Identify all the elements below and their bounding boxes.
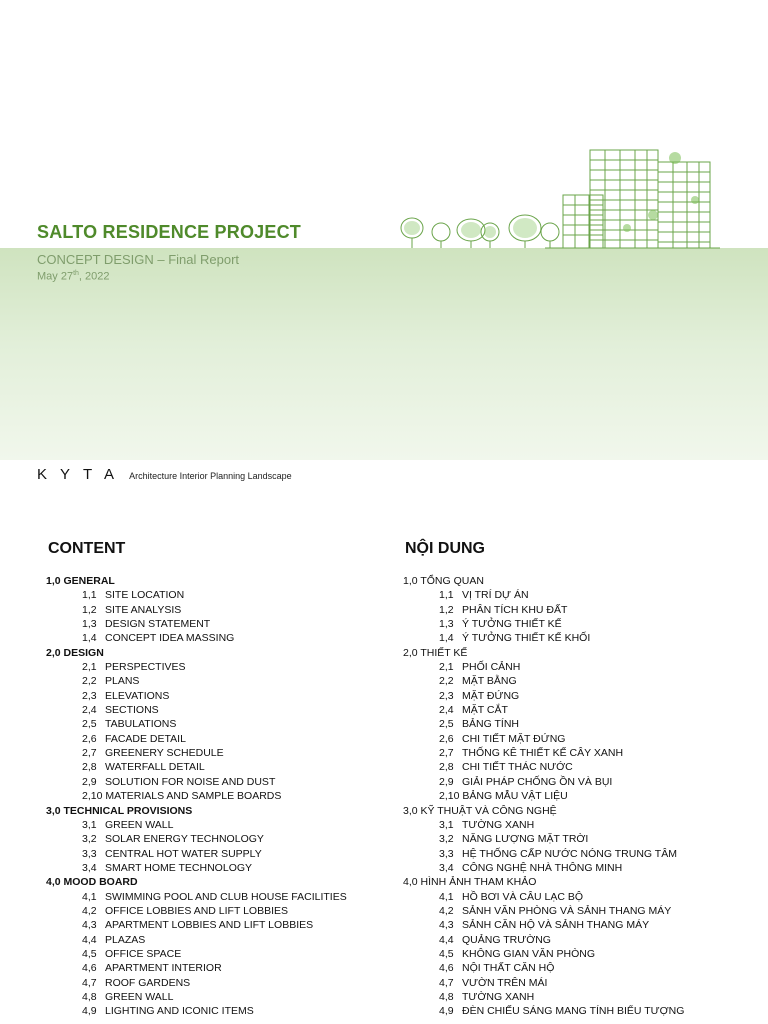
toc-item-number: 1,1: [439, 589, 454, 602]
toc-item-text: 4,0 HÌNH ẢNH THAM KHẢO: [403, 876, 537, 889]
toc-item-text: OFFICE SPACE: [105, 947, 182, 960]
toc-item-text: Ý TƯỞNG THIẾT KẾ: [462, 618, 562, 631]
toc-item-number: 4,5: [82, 947, 97, 960]
toc-item-number: 3,4: [82, 861, 97, 874]
toc-item-number: 3,4: [439, 861, 454, 874]
toc-item: [48, 746, 347, 760]
toc-item-number: 2,2: [82, 675, 97, 688]
toc-item: [48, 904, 347, 918]
toc-item-text: ELEVATIONS: [105, 689, 170, 702]
toc-item-number: 1,1: [82, 589, 97, 602]
toc-item-number: 4,1: [439, 890, 454, 903]
toc-item-number: 4,5: [439, 947, 454, 960]
toc-item: [48, 674, 347, 688]
project-title: SALTO RESIDENCE PROJECT: [37, 222, 301, 242]
toc-item-text: TABULATIONS: [105, 718, 177, 731]
toc-item-number: 4,2: [439, 904, 454, 917]
toc-item-text: SOLUTION FOR NOISE AND DUST: [105, 775, 276, 788]
toc-list-english: [48, 574, 347, 1019]
toc-item-number: 2,1: [82, 661, 97, 674]
toc-item: [405, 588, 684, 602]
toc-item-text: SẢNH CĂN HỘ VÀ SẢNH THANG MÁY: [462, 919, 650, 932]
toc-item: [48, 631, 347, 645]
toc-item: [405, 732, 684, 746]
toc-item: [48, 789, 347, 803]
toc-item: [405, 789, 684, 803]
toc-item-number: 1,2: [439, 603, 454, 616]
toc-item-text: PERSPECTIVES: [105, 661, 186, 674]
toc-item-number: 4,7: [439, 976, 454, 989]
toc-item-text: VỊ TRÍ DỰ ÁN: [462, 589, 529, 602]
cover-gradient-band: [0, 248, 768, 460]
toc-item: [48, 976, 347, 990]
toc-item-text: SITE LOCATION: [105, 589, 185, 602]
toc-item-text: 2,0 DESIGN: [46, 646, 104, 659]
toc-item: [405, 631, 684, 645]
toc-item: [405, 947, 684, 961]
toc-list-vietnamese: [405, 574, 684, 1019]
toc-item-text: MẶT CẮT: [462, 704, 508, 717]
toc-item-number: 2,3: [439, 689, 454, 702]
toc-item-number: 2,8: [82, 761, 97, 774]
toc-section: [403, 875, 684, 889]
toc-item-number: 3,3: [439, 847, 454, 860]
toc-item-text: KHÔNG GIAN VĂN PHÒNG: [462, 947, 596, 960]
toc-item: [405, 717, 684, 731]
toc-item-number: 4,1: [82, 890, 97, 903]
toc-item-number: 4,7: [82, 976, 97, 989]
toc-item-text: 3,0 KỸ THUẬT VÀ CÔNG NGHỆ: [403, 804, 557, 817]
toc-item-number: 2,4: [82, 704, 97, 717]
toc-item-number: 2,4: [439, 704, 454, 717]
toc-item: [48, 961, 347, 975]
toc-item: [48, 947, 347, 961]
toc-item-text: OFFICE LOBBIES AND LIFT LOBBIES: [105, 904, 289, 917]
toc-item-text: MẶT BẰNG: [462, 675, 517, 688]
toc-item-number: 4,6: [82, 962, 97, 975]
toc-item: [48, 760, 347, 774]
toc-item-text: QUẢNG TRƯỜNG: [462, 933, 551, 946]
toc-item-text: SMART HOME TECHNOLOGY: [105, 861, 253, 874]
toc-item-text: APARTMENT INTERIOR: [105, 962, 222, 975]
toc-item-number: 3,2: [439, 833, 454, 846]
toc-item-number: 1,3: [82, 618, 97, 631]
toc-item: [48, 890, 347, 904]
toc-item-text: 2,10 BẢNG MẪU VẬT LIỆU: [439, 790, 568, 803]
toc-item: [405, 933, 684, 947]
report-subtitle: CONCEPT DESIGN – Final Report: [37, 252, 240, 267]
toc-item-text: DESIGN STATEMENT: [105, 618, 211, 631]
toc-item: [48, 918, 347, 932]
toc-item-text: GREENERY SCHEDULE: [105, 747, 224, 760]
toc-item-text: SITE ANALYSIS: [105, 603, 182, 616]
toc-item: [405, 918, 684, 932]
toc-item-text: ROOF GARDENS: [105, 976, 191, 989]
toc-item: [405, 1004, 684, 1018]
toc-item: [405, 961, 684, 975]
toc-item: [405, 832, 684, 846]
noi-dung-heading: NỘI DUNG: [405, 540, 485, 557]
toc-item: [405, 847, 684, 861]
toc-item-number: 4,2: [82, 904, 97, 917]
toc-item-text: 1,0 GENERAL: [46, 575, 115, 587]
content-column-english: [48, 540, 347, 1019]
toc-item-text: SECTIONS: [105, 704, 159, 717]
toc-item-number: 1,3: [439, 618, 454, 631]
toc-item-text: 2,10 MATERIALS AND SAMPLE BOARDS: [82, 790, 282, 803]
toc-item-text: PHỐI CẢNH: [462, 661, 521, 674]
toc-item-text: LIGHTING AND ICONIC ITEMS: [105, 1005, 254, 1018]
toc-item: [48, 933, 347, 947]
toc-item: [405, 760, 684, 774]
toc-item-number: 4,3: [82, 919, 97, 932]
toc-item-text: SOLAR ENERGY TECHNOLOGY: [105, 833, 264, 846]
toc-item-text: TƯỜNG XANH: [462, 818, 535, 831]
toc-item-text: PLAZAS: [105, 933, 146, 946]
toc-item-text: CHI TIẾT THÁC NƯỚC: [462, 761, 573, 774]
toc-section: [403, 804, 684, 818]
toc-item-text: GREEN WALL: [105, 818, 174, 831]
toc-item-number: 2,7: [439, 747, 454, 760]
toc-item-number: 2,2: [439, 675, 454, 688]
toc-item-number: 2,5: [82, 718, 97, 731]
toc-item-number: 4,3: [439, 919, 454, 932]
toc-section: [403, 646, 684, 660]
toc-item-number: 3,2: [82, 833, 97, 846]
toc-item-text: FACADE DETAIL: [105, 732, 186, 745]
toc-item-number: 4,4: [439, 933, 454, 946]
toc-item: [48, 660, 347, 674]
toc-item: [405, 689, 684, 703]
toc-item: [48, 603, 347, 617]
toc-item-number: 4,4: [82, 933, 97, 946]
toc-item: [405, 703, 684, 717]
toc-item-text: SWIMMING POOL AND CLUB HOUSE FACILITIES: [105, 890, 347, 903]
toc-item-text: TƯỜNG XANH: [462, 990, 535, 1003]
toc-item-text: WATERFALL DETAIL: [105, 761, 205, 774]
toc-item: [405, 818, 684, 832]
toc-section: [403, 574, 684, 588]
toc-item-text: 1,0 TỔNG QUAN: [403, 575, 484, 587]
toc-item-text: CENTRAL HOT WATER SUPPLY: [105, 847, 262, 860]
toc-section: [46, 574, 347, 588]
toc-item-text: CÔNG NGHỆ NHÀ THÔNG MINH: [462, 861, 623, 874]
toc-item: [48, 703, 347, 717]
toc-section: [46, 804, 347, 818]
toc-item-number: 2,3: [82, 689, 97, 702]
building-sketch-icon: [395, 140, 720, 252]
toc-item: [405, 746, 684, 760]
toc-item: [48, 717, 347, 731]
toc-item: [48, 832, 347, 846]
toc-item-number: 2,9: [82, 775, 97, 788]
toc-item-number: 2,7: [82, 747, 97, 760]
toc-item-text: GREEN WALL: [105, 990, 174, 1003]
toc-item: [48, 847, 347, 861]
brand-block: [37, 466, 292, 483]
toc-item: [48, 775, 347, 789]
toc-item-text: GIẢI PHÁP CHỐNG ỒN VÀ BỤI: [462, 775, 613, 788]
toc-item: [405, 990, 684, 1004]
toc-item-number: 4,9: [82, 1005, 97, 1018]
toc-item: [48, 689, 347, 703]
content-column-vietnamese: [405, 540, 684, 1019]
toc-item-number: 2,6: [439, 732, 454, 745]
toc-item: [48, 588, 347, 602]
toc-item: [48, 861, 347, 875]
toc-item-text: ĐÈN CHIẾU SÁNG MANG TÍNH BIỂU TƯỢNG: [462, 1005, 685, 1018]
toc-item-number: 3,1: [82, 818, 97, 831]
toc-item-number: 1,4: [82, 632, 97, 645]
toc-item-number: 2,6: [82, 732, 97, 745]
toc-item-text: NĂNG LƯỢNG MẶT TRỜI: [462, 833, 589, 846]
toc-section: [46, 875, 347, 889]
toc-item-text: VƯỜN TRÊN MÁI: [462, 976, 548, 989]
toc-item: [405, 674, 684, 688]
toc-section: [46, 646, 347, 660]
toc-item-text: 3,0 TECHNICAL PROVISIONS: [46, 804, 193, 817]
toc-item: [405, 890, 684, 904]
toc-item-number: 3,3: [82, 847, 97, 860]
toc-item-text: HỒ BƠI VÀ CÂU LẠC BỘ: [462, 890, 584, 903]
toc-item-text: APARTMENT LOBBIES AND LIFT LOBBIES: [105, 919, 314, 932]
toc-item-text: Ý TƯỞNG THIẾT KẾ KHỐI: [462, 632, 591, 645]
toc-item-number: 2,8: [439, 761, 454, 774]
toc-item-text: HỆ THỐNG CẤP NƯỚC NÓNG TRUNG TÂM: [462, 847, 677, 860]
toc-item-text: MẶT ĐỨNG: [462, 689, 520, 702]
toc-item-number: 1,4: [439, 632, 454, 645]
toc-item-text: CHI TIẾT MẶT ĐỨNG: [462, 732, 566, 745]
toc-item: [48, 732, 347, 746]
toc-item-number: 2,1: [439, 661, 454, 674]
content-heading: CONTENT: [48, 540, 126, 557]
toc-item: [405, 904, 684, 918]
toc-item: [48, 617, 347, 631]
report-date: May 27th, 2022: [37, 270, 110, 283]
toc-item: [405, 660, 684, 674]
toc-item: [405, 976, 684, 990]
toc-item-number: 4,8: [82, 990, 97, 1003]
toc-item-number: 4,8: [439, 990, 454, 1003]
kyta-logo: KYTA: [37, 466, 128, 483]
toc-item-number: 4,6: [439, 962, 454, 975]
toc-item-number: 3,1: [439, 818, 454, 831]
toc-item-text: SẢNH VĂN PHÒNG VÀ SẢNH THANG MÁY: [462, 904, 672, 917]
toc-item-text: THỐNG KÊ THIẾT KẾ CÂY XANH: [462, 747, 624, 760]
toc-item-text: CONCEPT IDEA MASSING: [105, 632, 235, 645]
toc-item: [48, 1004, 347, 1018]
toc-item: [48, 990, 347, 1004]
toc-item: [405, 861, 684, 875]
toc-item: [405, 617, 684, 631]
toc-item-number: 2,5: [439, 718, 454, 731]
toc-item: [405, 603, 684, 617]
toc-item-number: 2,9: [439, 775, 454, 788]
toc-item-number: 1,2: [82, 603, 97, 616]
toc-item-text: PLANS: [105, 675, 140, 688]
toc-item-text: 4,0 MOOD BOARD: [46, 876, 138, 889]
toc-item-text: NỘI THẤT CĂN HỘ: [462, 962, 555, 975]
toc-item-text: 2,0 THIẾT KẾ: [403, 646, 468, 659]
toc-item-text: PHÂN TÍCH KHU ĐẤT: [462, 603, 568, 616]
toc-item-text: BẢNG TÍNH: [462, 718, 519, 731]
brand-tagline: Architecture Interior Planning Landscape: [129, 471, 292, 481]
toc-item: [405, 775, 684, 789]
toc-item-number: 4,9: [439, 1005, 454, 1018]
toc-item: [48, 818, 347, 832]
